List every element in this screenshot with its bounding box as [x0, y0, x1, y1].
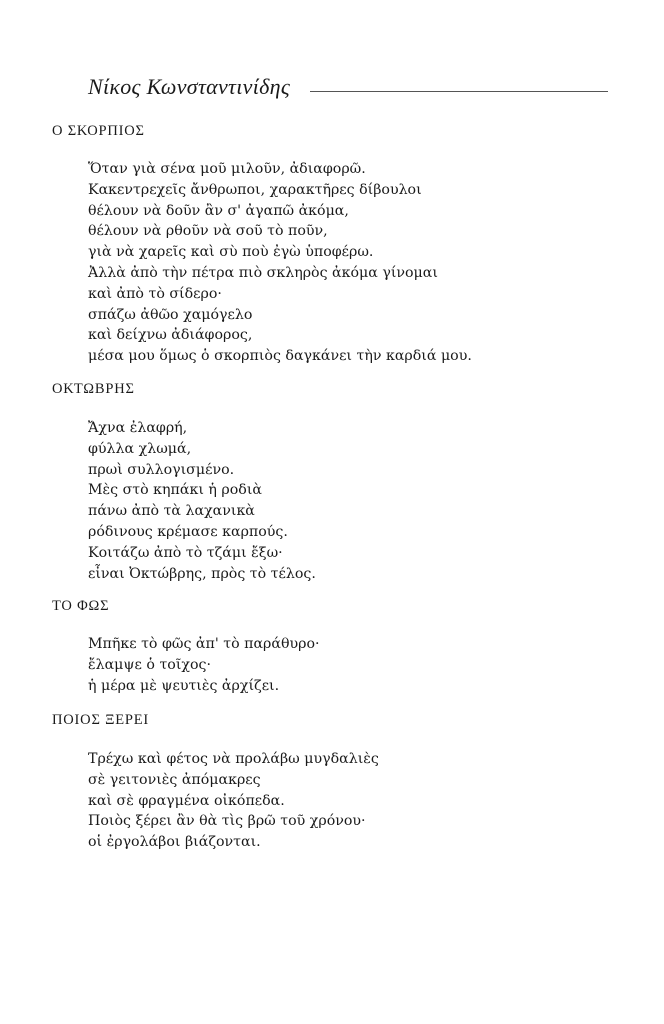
verse-line: μέσα μου ὅμως ὁ σκορπιὸς δαγκάνει τὴν καρδιά μου. — [88, 348, 472, 365]
verse-line: φύλλα χλωμά, — [88, 440, 192, 457]
verse-line: ρόδινους κρέμασε καρπούς. — [88, 523, 288, 540]
verse-line: γιὰ νὰ χαρεῖς καὶ σὺ ποὺ ἐγὼ ὑποφέρω. — [88, 244, 374, 261]
verse-line: Ποιὸς ξέρει ἂν θὰ τὶς βρῶ τοῦ χρόνου· — [88, 813, 366, 830]
poem-body-october — [88, 418, 316, 584]
header-rule — [310, 91, 608, 92]
poem-body-who-knows — [88, 749, 379, 853]
verse-line: εἶναι Ὀκτώβρης, πρὸς τὸ τέλος. — [88, 565, 316, 582]
verse-line: Κακεντρεχεῖς ἄνθρωποι, χαρακτῆρες δίβουλοι — [88, 181, 422, 198]
poem-body-light — [88, 634, 320, 696]
author-name: Νίκος Κωνσταντινίδης — [88, 74, 291, 99]
verse-line: Μὲς στὸ κηπάκι ἡ ροδιὰ — [88, 482, 262, 499]
verse-line: καὶ ἀπὸ τὸ σίδερο· — [88, 285, 222, 302]
verse-line: οἱ ἐργολάβοι βιάζονται. — [88, 834, 261, 851]
verse-line: πρωὶ συλλογισμένο. — [88, 461, 235, 478]
verse-line: θέλουν νὰ ρθοῦν νὰ σοῦ τὸ ποῦν, — [88, 223, 328, 240]
verse-line: Μπῆκε τὸ φῶς ἀπ' τὸ παράθυρο· — [88, 636, 320, 652]
verse-line: Ἄχνα ἐλαφρή, — [88, 420, 188, 436]
verse-line: ἡ μέρα μὲ ψευτιὲς ἀρχίζει. — [88, 677, 280, 694]
verse-line: καὶ σὲ φραγμένα οἰκόπεδα. — [88, 792, 285, 809]
verse-line: πάνω ἀπὸ τὰ λαχανικὰ — [88, 503, 255, 520]
verse-line: ἔλαμψε ὁ τοῖχος· — [88, 656, 211, 673]
verse-line: Ἀλλὰ ἀπὸ τὴν πέτρα πιὸ σκληρὸς ἀκόμα γίνομαι — [88, 264, 438, 281]
verse-line: Ὅταν γιὰ σένα μοῦ μιλοῦν, ἀδιαφορῶ. — [88, 161, 366, 177]
verse-line: Τρέχω καὶ φέτος νὰ προλάβω μυγδαλιὲς — [88, 751, 379, 767]
poem-title-who-knows: ΠΟΙΟΣ ΞΕΡΕΙ — [52, 712, 150, 728]
verse-line: Κοιτάζω ἀπὸ τὸ τζάμι ἔξω· — [88, 544, 283, 561]
verse-line: σπάζω ἀθῶο χαμόγελο — [88, 306, 253, 323]
running-header — [88, 74, 608, 106]
verse-line: σὲ γειτονιὲς ἀπόμακρες — [88, 771, 261, 788]
verse-line: καὶ δείχνω ἀδιάφορος, — [88, 327, 253, 344]
poem-title-scorpion: Ο ΣΚΟΡΠΙΟΣ — [52, 123, 145, 139]
verse-line: θέλουν νὰ δοῦν ἂν σ' ἀγαπῶ ἀκόμα, — [88, 202, 349, 219]
poem-title-light: ΤΟ ΦΩΣ — [52, 598, 110, 614]
poem-title-october: ΟΚΤΩΒΡΗΣ — [52, 381, 135, 397]
poem-body-scorpion — [88, 159, 472, 367]
